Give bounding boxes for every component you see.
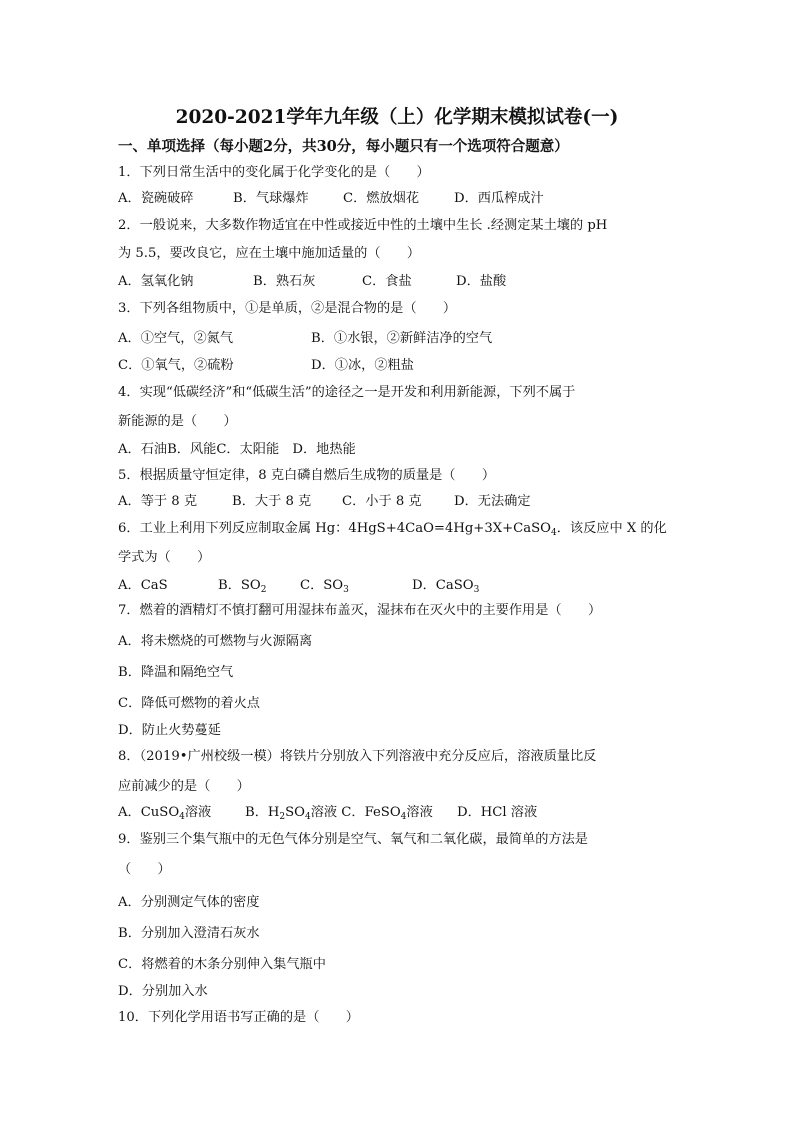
question-1-stem: 1．下列日常生活中的变化属于化学变化的是（ ）: [118, 165, 430, 180]
option-b: B．熟石灰: [253, 274, 316, 289]
option-c: C．燃放烟花: [343, 191, 420, 206]
subscript: 4: [179, 812, 185, 822]
question-10-stem: 10．下列化学用语书写正确的是（ ）: [118, 1010, 359, 1025]
option-a-label: A．CuSO: [118, 805, 180, 820]
option-d: D．HCl 溶液: [457, 805, 538, 820]
subscript: 4: [304, 812, 311, 822]
option-a: A．等于 8 克: [118, 494, 198, 509]
option-a: A．氢氧化钠: [118, 274, 194, 289]
question-9-stem: 9．鉴别三个集气瓶中的无色气体分别是空气、氧气和二氧化碳，最简单的方法是: [118, 832, 588, 847]
subscript: 2: [260, 585, 267, 595]
option-b-mid: SO: [285, 805, 305, 820]
question-9-option-d: D．分别加入水: [118, 984, 208, 999]
question-9-stem-cont: （ ）: [118, 862, 171, 877]
question-8-stem: 8．（2019•广州校级一模）将铁片分别放入下列溶液中充分反应后，溶液质量比反: [118, 749, 597, 764]
question-2-stem-cont: 为 5.5，要改良它，应在土壤中施加适量的（ ）: [118, 246, 421, 261]
question-7-option-d: D．防止火势蔓延: [118, 723, 221, 738]
question-4-stem: 4．实现“低碳经济”和“低碳生活”的途径之一是开发和利用新能源，下列不属于: [118, 385, 576, 400]
option-d: D．西瓜榨成汁: [454, 191, 544, 206]
option-c: C．食盐: [362, 274, 412, 289]
option-b: B．大于 8 克: [232, 494, 312, 509]
option-b: [218, 577, 266, 595]
option-b-c: [245, 804, 433, 822]
subscript: 4: [400, 812, 407, 822]
option-d: D．无法确定: [454, 494, 531, 509]
option-b-label: B．H: [245, 805, 280, 820]
question-9-option-b: B．分别加入澄清石灰水: [118, 926, 260, 941]
option-a: [118, 577, 168, 595]
option-c: [300, 577, 349, 595]
question-7-option-a: A．将未燃烧的可燃物与火源隔离: [118, 634, 313, 649]
option-c-label: 溶液 C．FeSO: [310, 805, 401, 820]
option-c: C．①氧气，②硫粉: [118, 358, 234, 373]
section-heading: 一、单项选择（每小题2分，共30分，每小题只有一个选项符合题意）: [118, 138, 569, 155]
subscript: 2: [279, 812, 286, 822]
question-4-options: A．石油B．风能C．太阳能 D．地热能: [118, 442, 356, 457]
question-5-stem: 5．根据质量守恒定律，8 克白磷自燃后生成物的质量是（ ）: [118, 468, 496, 483]
question-8-stem-cont: 应前减少的是（ ）: [118, 779, 250, 794]
option-a: A．瓷碗破碎: [118, 191, 194, 206]
question-7-option-b: B．降温和隔绝空气: [118, 665, 234, 680]
option-a: [118, 804, 211, 822]
option-a-tail: 溶液: [184, 805, 212, 820]
option-a: A．①空气，②氮气: [118, 331, 234, 346]
question-9-option-a: A．分别测定气体的密度: [118, 895, 260, 910]
option-d: D．①冰，②粗盐: [311, 358, 414, 373]
option-c-label: C．SO: [300, 578, 344, 593]
question-7-option-c: C．降低可燃物的着火点: [118, 696, 260, 711]
question-4-stem-cont: 新能源的是（ ）: [118, 414, 237, 429]
question-6-stem: [118, 520, 667, 538]
option-d: [412, 577, 479, 595]
question-6-stem-cont: 学式为（ ）: [118, 550, 211, 565]
option-c: C．小于 8 克: [342, 494, 422, 509]
subscript: 3: [343, 585, 349, 595]
option-b: B．①水银，②新鲜洁净的空气: [311, 331, 493, 346]
question-2-stem: 2．一般说来，大多数作物适宜在中性或接近中性的土壤中生长 .经测定某土壤的 pH: [118, 218, 608, 233]
subscript: 4: [550, 528, 557, 538]
exam-title: 2020-2021学年九年级（上）化学期末模拟试卷(一): [175, 107, 619, 128]
option-c-tail: 溶液: [406, 805, 433, 820]
question-6-stem-text: 6．工业上利用下列反应制取金属 Hg：4HgS+4CaO=4Hg+3X+CaSO: [118, 521, 551, 536]
option-d-label: D．CaSO: [412, 578, 474, 593]
question-3-stem: 3．下列各组物质中，①是单质，②是混合物的是（ ）: [118, 301, 457, 316]
question-6-stem-end: ．该反应中 X 的化: [556, 521, 667, 536]
subscript: 3: [473, 585, 480, 595]
question-7-stem: 7．燃着的酒精灯不慎打翻可用湿抹布盖灭，湿抹布在灭火中的主要作用是（ ）: [118, 603, 602, 618]
option-a-label: A．CaS: [118, 578, 168, 593]
option-b: B．气球爆炸: [233, 191, 309, 206]
question-9-option-c: C．将燃着的木条分别伸入集气瓶中: [118, 957, 326, 972]
option-b-label: B．SO: [218, 578, 261, 593]
option-d: D．盐酸: [456, 274, 507, 289]
